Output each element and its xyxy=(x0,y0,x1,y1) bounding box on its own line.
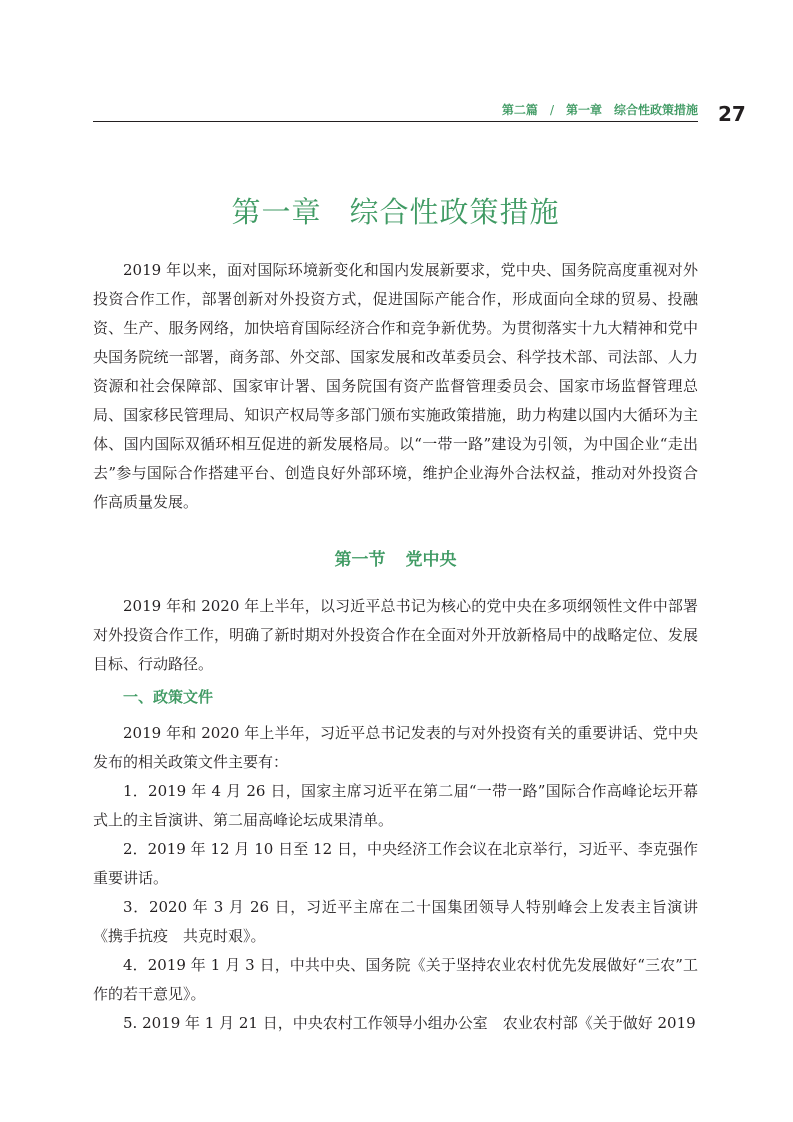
header-separator: / xyxy=(549,103,554,117)
intro-paragraph: 2019 年以来，面对国际环境新变化和国内发展新要求，党中央、国务院高度重视对外投资合作工作，部署创新对外投资方式，促进国际产能合作，形成面向全球的贸易、投融资、生产、服务网络，加快培育国际经济合作和竞争新优势。为贯彻落实十九大精神和党中央国务院统一部署，商务部、外交部、国家发展和改革委员会、科学技术部、司法部、人力资源和社会保障部、国家审计署、国务院国有资产监督管理委员会、国家市场监督管理总局、国家移民管理局、知识产权局等多部门颁布实施政策措施，助力构建以国内大循环为主体、国内国际双循环相互促进的新发展格局。以“一带一路”建设为引领，为中国企业“走出去”参与国际合作搭建平台、创造良好外部环境，维护企业海外合法权益，推动对外投资合作高质量发展。 xyxy=(93,261,698,511)
chapter-name: 综合性政策措施 xyxy=(349,195,560,229)
header-chapter: 第一章 综合性政策措施 xyxy=(565,103,698,117)
section-title xyxy=(93,545,698,575)
section-name: 党中央 xyxy=(405,550,457,570)
list-item: 4．2019 年 1 月 3 日，中共中央、国务院《关于坚持农业农村优先发展做好“三农”工作的若干意见》。 xyxy=(93,956,698,1003)
chapter-number: 第一章 xyxy=(231,195,322,229)
section-paragraph: 2019 年和 2020 年上半年，以习近平总书记为核心的党中央在多项纲领性文件中部署对外投资合作工作，明确了新时期对外投资合作在全面对外开放新格局中的战略定位、发展目标、行动路径。 xyxy=(93,597,698,673)
running-header xyxy=(93,100,698,120)
page-number: 27 xyxy=(718,102,746,126)
list-item: 5. 2019 年 1 月 21 日，中央农村工作领导小组办公室 农业农村部《关于做好 2019 xyxy=(123,1014,696,1032)
list-item: 3．2020 年 3 月 26 日，习近平主席在二十国集团领导人特别峰会上发表主旨演讲《携手抗疫 共克时艰》。 xyxy=(93,898,698,945)
chapter-title xyxy=(93,192,698,232)
subsection-title: 一、政策文件 xyxy=(123,688,214,706)
header-rule xyxy=(93,121,698,122)
section-number: 第一节 xyxy=(334,550,386,570)
subsection-paragraph: 2019 年和 2020 年上半年，习近平总书记发表的与对外投资有关的重要讲话、党中央发布的相关政策文件主要有： xyxy=(93,724,698,771)
header-part: 第二篇 xyxy=(501,103,538,117)
list-item: 2．2019 年 12 月 10 日至 12 日，中央经济工作会议在北京举行，习近平、李克强作重要讲话。 xyxy=(93,840,698,887)
list-item: 1．2019 年 4 月 26 日，国家主席习近平在第二届“一带一路”国际合作高峰论坛开幕式上的主旨演讲、第二届高峰论坛成果清单。 xyxy=(93,782,698,829)
